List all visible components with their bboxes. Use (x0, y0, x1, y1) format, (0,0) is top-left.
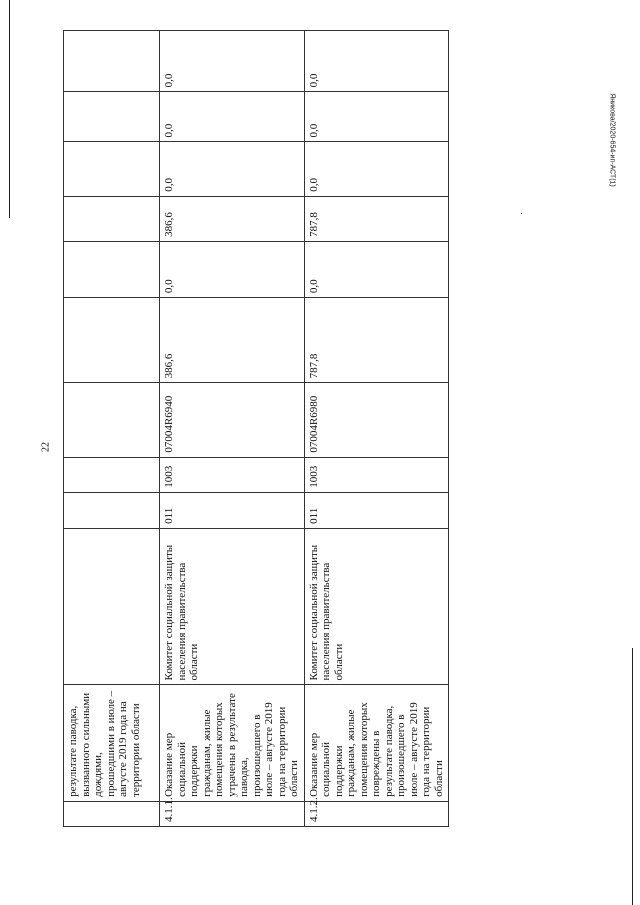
row-number (64, 801, 160, 826)
executor (64, 528, 160, 685)
row-number: 4.1.1. (160, 801, 305, 826)
total-amount: 787,8 (304, 298, 449, 383)
value-5: 0,0 (304, 31, 449, 92)
scan-speck (521, 213, 522, 214)
table-row (64, 31, 160, 827)
document-code: Яниковa/2020-654-ип-АСТ(1) (608, 93, 616, 187)
value-1: 0,0 (160, 241, 305, 297)
value-2: 787,8 (304, 196, 449, 241)
table-row (304, 31, 449, 827)
table-viewport (63, 30, 445, 827)
program-activities-table (63, 30, 445, 827)
value-1: 0,0 (304, 241, 449, 297)
value-1 (64, 241, 160, 297)
value-3: 0,0 (304, 142, 449, 196)
value-3: 0,0 (160, 142, 305, 196)
value-4 (64, 92, 160, 142)
row-number: 4.1.2. (304, 801, 449, 826)
value-5 (64, 31, 160, 92)
target-article: 07004R6940 (160, 383, 305, 457)
scan-edge-line-top (9, 0, 10, 218)
scan-edge-line-bottom (632, 648, 633, 905)
grbs-code (64, 492, 160, 528)
section-code: 1003 (160, 457, 305, 492)
value-4: 0,0 (304, 92, 449, 142)
value-4: 0,0 (160, 92, 305, 142)
value-2: 386,6 (160, 196, 305, 241)
activity-name: результате паводка, вызванного сильными дождями, прошедшими в июле – августе 2019 года на территории области (64, 685, 160, 801)
executor: Комитет социальной защиты населения правительства области (160, 528, 305, 685)
total-amount (64, 298, 160, 383)
target-article: 07004R6980 (304, 383, 449, 457)
activity-name: Оказание мер социальной поддержки гражданам, жилые помещения которых повреждены в результате паводка, произошедшего в июле – августе 2019 года на территории области (304, 685, 449, 801)
section-code: 1003 (304, 457, 449, 492)
value-5: 0,0 (160, 31, 305, 92)
target-article (64, 383, 160, 457)
table-row (160, 31, 305, 827)
total-amount: 386,6 (160, 298, 305, 383)
value-2 (64, 196, 160, 241)
executor: Комитет социальной защиты населения правительства области (304, 528, 449, 685)
activity-name: Оказание мер социальной поддержки гражданам, жилые помещения которых утрачены в результате паводка, произошедшего в июле – августе 2019 года на территории области (160, 685, 305, 801)
section-code (64, 457, 160, 492)
page-number: 22 (40, 442, 52, 452)
grbs-code: 011 (304, 492, 449, 528)
value-3 (64, 142, 160, 196)
grbs-code: 011 (160, 492, 305, 528)
